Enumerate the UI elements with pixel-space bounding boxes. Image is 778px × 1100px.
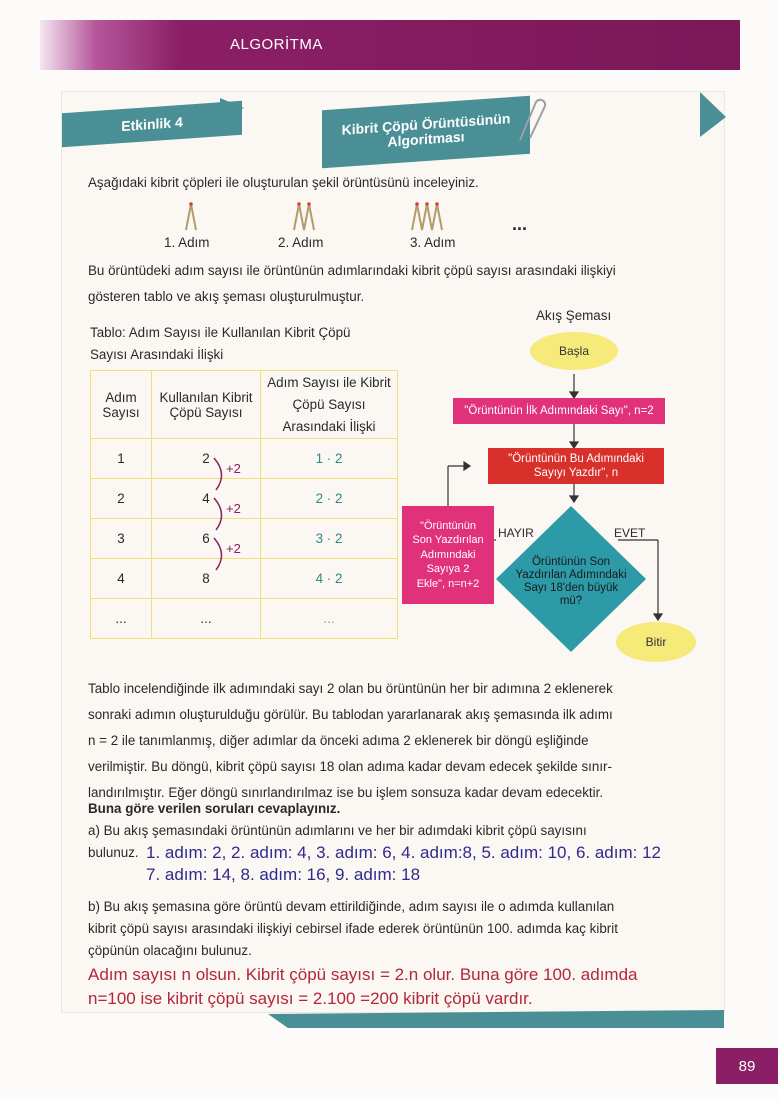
corner-triangle-icon xyxy=(690,92,730,142)
flow-decision-line: Yazdırılan Adımındaki xyxy=(515,569,627,581)
table-row xyxy=(91,559,398,599)
table-row xyxy=(91,439,398,479)
table-cell: ... xyxy=(91,599,152,639)
question-a: bulunuz. xyxy=(88,845,139,860)
paperclip-icon xyxy=(508,96,548,146)
para1-line: gösteren tablo ve akış şeması oluşturulmuştur. xyxy=(88,289,365,304)
flow-no-label: HAYIR xyxy=(498,526,534,540)
increment-label: +2 xyxy=(226,541,241,556)
question-b: kibrit çöpü sayısı arasındaki ilişkiyi cebirsel ifade ederek örüntünün 100. adımda kaç kibrit xyxy=(88,921,618,936)
flow-decision xyxy=(506,552,636,612)
para2-line: n = 2 ile tanımlanmış, diğer adımlar da önceki adıma 2 eklenerek bir döngü eşliğinde xyxy=(88,733,589,748)
flow-decision-line: mü? xyxy=(559,595,583,607)
flow-add xyxy=(402,506,494,604)
questions-heading: Buna göre verilen soruları cevaplayınız. xyxy=(88,801,341,816)
table-cell: 6 xyxy=(152,519,261,559)
flow-end: Bitir xyxy=(616,622,696,662)
table-cell: 2 xyxy=(152,439,261,479)
table-row xyxy=(91,599,398,639)
ellipsis: ... xyxy=(512,214,528,234)
step-label: 3. Adım xyxy=(410,235,456,250)
table-cell: 8 xyxy=(152,559,261,599)
table-cell: 1 · 2 xyxy=(261,439,398,479)
para2-line: verilmiştir. Bu döngü, kibrit çöpü sayısı 18 olan adıma kadar devam edecek şekilde sınır- xyxy=(88,759,612,774)
para2-line: sonraki adımın oluşturulduğu görülür. Bu tablodan yararlanarak akış şemasında ilk adımı xyxy=(88,707,613,722)
answer-b: Adım sayısı n olsun. Kibrit çöpü sayısı = 2.n olur. Buna göre 100. adımda xyxy=(88,965,638,984)
table-cell: 4 · 2 xyxy=(261,559,398,599)
answer-a: 1. adım: 2, 2. adım: 4, 3. adım: 6, 4. adım:8, 5. adım: 10, 6. adım: 12 xyxy=(146,843,661,862)
increment-label: +2 xyxy=(226,501,241,516)
para2 xyxy=(88,676,692,806)
table-cell: 4 xyxy=(152,479,261,519)
flow-add-line: "Örüntünün xyxy=(420,519,476,532)
flow-add-line: Ekle", n=n+2 xyxy=(416,577,480,590)
question-b: çöpünün olacağını bulunuz. xyxy=(88,943,252,958)
flow-init: "Örüntünün İlk Adımındaki Sayı", n=2 xyxy=(453,398,665,424)
table-header: Adım Sayısı xyxy=(91,371,152,439)
flow-decision-line: Örüntünün Son xyxy=(531,556,610,568)
table-header: Adım Sayısı ile Kibrit Çöpü Sayısı Arasındaki İlişki xyxy=(261,371,398,439)
bottom-band xyxy=(268,1010,728,1030)
flow-start: Başla xyxy=(530,332,618,370)
flow-add-line: Adımındaki xyxy=(420,548,476,561)
table-cell: 2 · 2 xyxy=(261,479,398,519)
table-cell: 1 xyxy=(91,439,152,479)
para2-line: landırılmıştır. Eğer döngü sınırlandırılmaz ise bu işlem sonsuza kadar devam edecektir. xyxy=(88,785,604,800)
flow-decision-line: Sayı 18'den büyük xyxy=(523,582,619,594)
table-cell: 3 xyxy=(91,519,152,559)
step-label: 1. Adım xyxy=(164,235,210,250)
table-cell: ... xyxy=(261,599,398,639)
header-band xyxy=(40,20,740,70)
table-caption-line: Sayısı Arasındaki İlişki xyxy=(90,347,224,362)
table-caption-line: Tablo: Adım Sayısı ile Kullanılan Kibrit Çöpü xyxy=(90,325,351,340)
question-a: a) Bu akış şemasındaki örüntünün adımlarını ve her bir adımdaki kibrit çöpü sayısını xyxy=(88,823,587,838)
activity-tag: Etkinlik 4 xyxy=(62,101,242,148)
table-cell: ... xyxy=(152,599,261,639)
para2-line: Tablo incelendiğinde ilk adımındaki sayı 2 olan bu örüntünün her bir adımına 2 eklenerek xyxy=(88,681,613,696)
question-b: b) Bu akış şemasına göre örüntü devam ettirildiğinde, adım sayısı ile o adımda kullanılan xyxy=(88,899,615,914)
table-caption xyxy=(90,322,351,366)
flow-print xyxy=(488,448,664,484)
flow-print-line: Sayıyı Yazdır", n xyxy=(533,467,619,479)
increment-label: +2 xyxy=(226,461,241,476)
table-cell: 2 xyxy=(91,479,152,519)
step-label: 2. Adım xyxy=(278,235,324,250)
flow-add-line: Son Yazdırılan xyxy=(412,534,484,547)
flow-yes-label: EVET xyxy=(614,526,646,540)
relation-table xyxy=(90,370,398,639)
flow-title: Akış Şeması xyxy=(536,308,612,323)
chapter-title: ALGORİTMA xyxy=(230,36,323,53)
table-row xyxy=(91,479,398,519)
table-cell: 3 · 2 xyxy=(261,519,398,559)
table-row xyxy=(91,519,398,559)
activity-title-text: Kibrit Çöpü Örüntüsünün Algoritması xyxy=(341,109,511,150)
page-number: 89 xyxy=(716,1048,778,1084)
intro-text: Aşağıdaki kibrit çöpleri ile oluşturulan şekil örüntüsünü inceleyiniz. xyxy=(88,175,479,190)
para1-line: Bu örüntüdeki adım sayısı ile örüntünün adımlarındaki kibrit çöpü sayısı arasındaki ilişkiyi xyxy=(88,263,616,278)
answer-a: 7. adım: 14, 8. adım: 16, 9. adım: 18 xyxy=(146,865,421,884)
answer-b: n=100 ise kibrit çöpü sayısı = 2.100 =200 kibrit çöpü vardır. xyxy=(88,989,533,1008)
flow-add-line: Sayıya 2 xyxy=(426,563,470,576)
table-cell: 4 xyxy=(91,559,152,599)
flow-print-line: "Örüntünün Bu Adımındaki xyxy=(508,453,644,465)
table-header: Kullanılan Kibrit Çöpü Sayısı xyxy=(152,371,261,439)
